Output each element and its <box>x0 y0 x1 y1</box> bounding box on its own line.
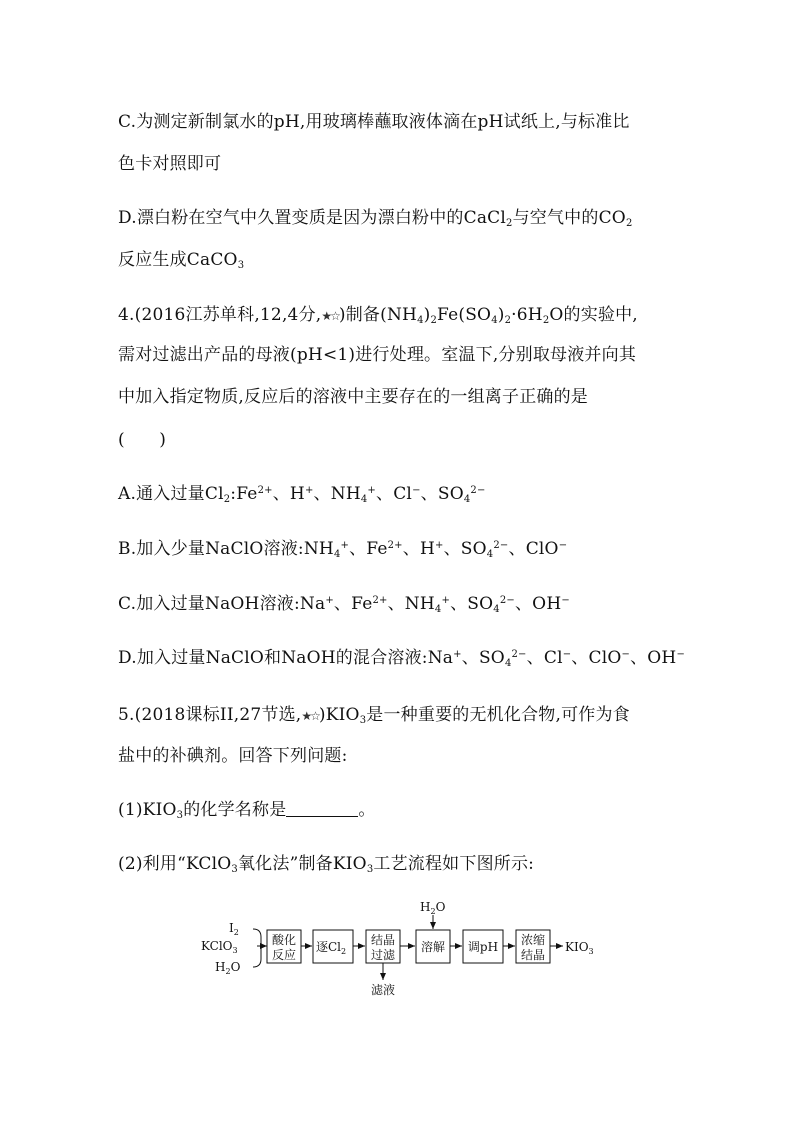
input-h2o: $H_2O$ <box>215 960 241 976</box>
q4-answer-paren: ( ) <box>118 430 167 450</box>
svg-text:调pH: 调pH <box>467 940 499 954</box>
difficulty-star-icon: ★☆ <box>321 309 339 323</box>
product-kio3: $KIO_3$ <box>565 940 594 956</box>
q5-part1: $(1)KIO_3$的化学名称是 。 <box>118 800 376 821</box>
svg-text:过滤: 过滤 <box>370 948 396 962</box>
process-flow-diagram <box>195 893 615 1003</box>
q3-option-c-line2: 色卡对照即可 <box>118 154 222 174</box>
step-remove-cl2-label: 逐$Cl_2$ <box>315 940 347 956</box>
svg-text:酸化: 酸化 <box>271 933 297 947</box>
q3-option-d-line2: 反应生成CaCO$_3$ <box>118 250 245 271</box>
svg-text:浓缩: 浓缩 <box>520 933 546 947</box>
input-i2: $I_2$ <box>229 921 239 937</box>
q5-line2: 盐中的补碘剂。回答下列问题: <box>118 746 348 766</box>
svg-text:结晶: 结晶 <box>370 933 396 947</box>
difficulty-star-icon: ★☆ <box>301 709 319 723</box>
q4-option-a: A.通入过量$Cl_2:Fe^{2+}$、H+、$NH_4^+$、Cl−、$SO_4^{2-}$ <box>118 484 486 505</box>
q4-heading: 4.(2016江苏单科,12,4分,★☆)制备$(NH_4)_2Fe(SO_4)_2\cdot 6H_2O$的实验中, <box>118 305 638 326</box>
q4-line2: 需对过滤出产品的母液(pH<1)进行处理。室温下,分别取母液并向其 <box>118 345 637 365</box>
q3-option-d-line1: D.漂白粉在空气中久置变质是因为漂白粉中的CaCl$_2$与空气中的$CO_2$ <box>118 208 633 229</box>
q5-heading: 5.(2018课标II,27节选$,★☆)KIO_3$是一种重要的无机化合物,可作为食 <box>118 705 630 726</box>
svg-text:反应: 反应 <box>271 948 297 962</box>
filtrate-label: 滤液 <box>370 983 396 997</box>
answer-blank[interactable] <box>286 802 358 817</box>
q4-option-d: D.加入过量NaClO和NaOH的混合溶液:Na+、$SO_4^{2-}$、Cl−、ClO−、OH− <box>118 648 686 669</box>
side-input-h2o: $H_2O$ <box>420 900 446 916</box>
input-kclo3: KClO$_3$ <box>201 939 238 955</box>
svg-text:结晶: 结晶 <box>520 948 546 962</box>
input-brace <box>253 929 265 967</box>
q4-line3: 中加入指定物质,反应后的溶液中主要存在的一组离子正确的是 <box>118 387 589 407</box>
svg-text:溶解: 溶解 <box>420 940 446 954</box>
q4-option-c: C.加入过量NaOH溶液:Na+、$Fe^{2+}$、$NH_4^+$、$SO_4^{2-}$、OH− <box>118 594 570 615</box>
q3-option-c-line1: C.为测定新制氯水的pH,用玻璃棒蘸取液体滴在pH试纸上,与标准比 <box>118 112 630 132</box>
q5-part2: (2)利用“KClO$_3$氧化法”制备$KIO_3$工艺流程如下图所示: <box>118 854 535 875</box>
q4-option-b: B.加入少量NaClO溶液$:NH_4^+$、$Fe^{2+}$、H+、$SO_4^{2-}$、ClO− <box>118 539 568 560</box>
